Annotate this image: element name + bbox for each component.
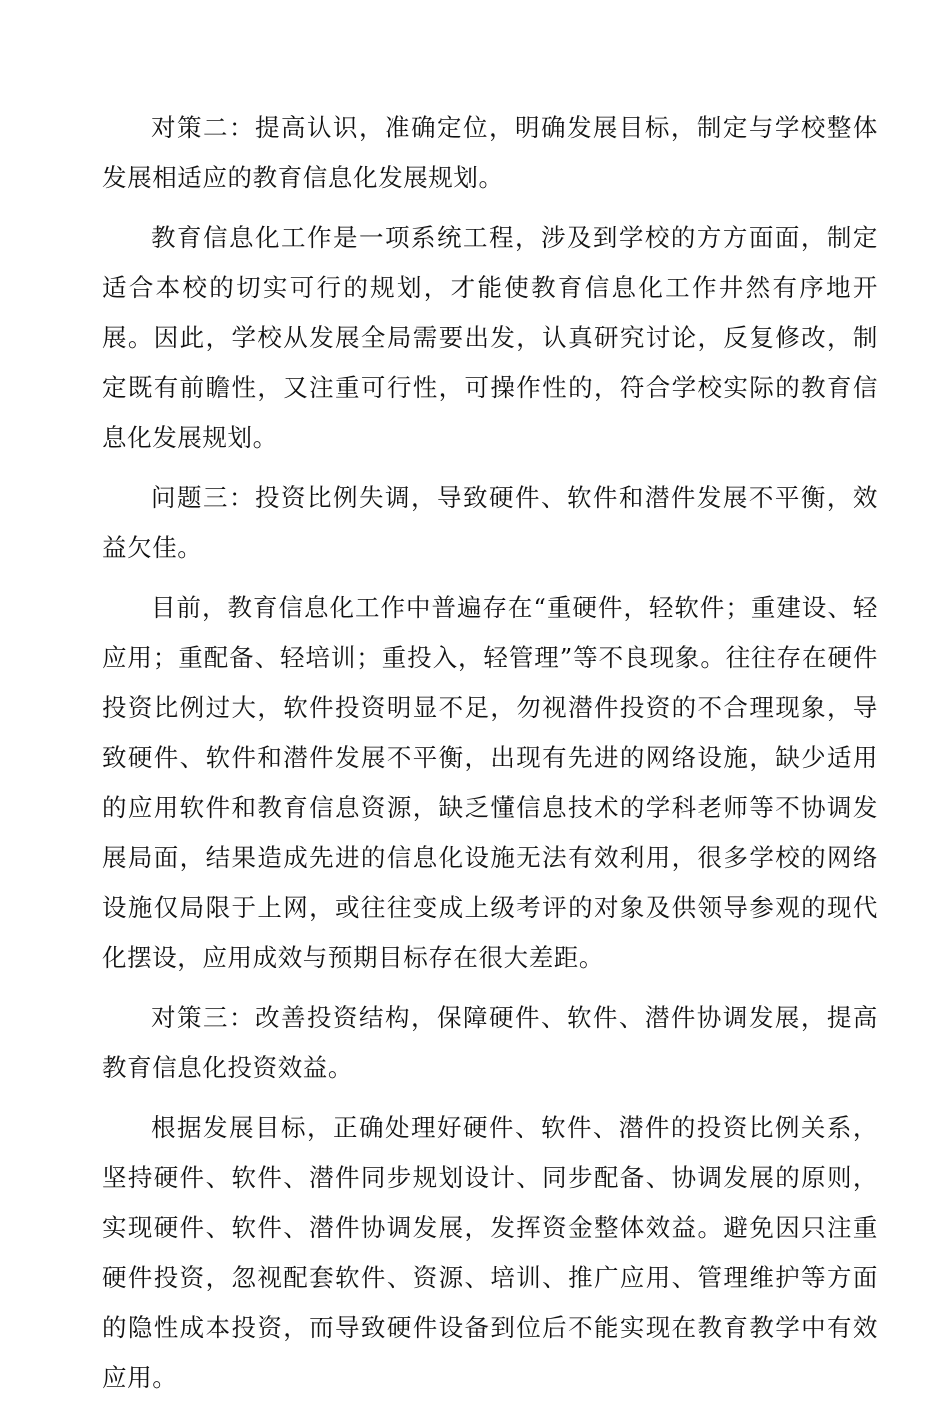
paragraph-problem-3-body: 目前，教育信息化工作中普遍存在“重硬件，轻软件；重建设、轻应用；重配备、轻培训；重投入，轻管理”等不良现象。往往存在硬件投资比例过大，软件投资明显不足，勿视潜件投资的不合理现象，导致硬件、软件和潜件发展不平衡，出现有先进的网络设施，缺少适用的应用软件和教育信息资源，缺乏懂信息技术的学科老师等不协调发展局面，结果造成先进的信息化设施无法有效利用，很多学校的网络设施仅局限于上网，或往往变成上级考评的对象及供领导参观的现代化摆设，应用成效与预期目标存在很大差距。 (102, 593, 878, 972)
paragraph-problem-3-heading: 问题三：投资比例失调，导致硬件、软件和潜件发展不平衡，效益欠佳。 (102, 483, 878, 562)
document-body (102, 103, 878, 1413)
paragraph-countermeasure-3-body: 根据发展目标，正确处理好硬件、软件、潜件的投资比例关系，坚持硬件、软件、潜件同步规划设计、同步配备、协调发展的原则，实现硬件、软件、潜件协调发展，发挥资金整体效益。避免因只注重硬件投资，忽视配套软件、资源、培训、推广应用、管理维护等方面的隐性成本投资，而导致硬件设备到位后不能实现在教育教学中有效应用。 (102, 1113, 878, 1392)
paragraph-countermeasure-2-body: 教育信息化工作是一项系统工程，涉及到学校的方方面面，制定适合本校的切实可行的规划，才能使教育信息化工作井然有序地开展。因此，学校从发展全局需要出发，认真研究讨论，反复修改，制定既有前瞻性，又注重可行性，可操作性的，符合学校实际的教育信息化发展规划。 (102, 223, 878, 452)
paragraph-countermeasure-2-heading: 对策二：提高认识，准确定位，明确发展目标，制定与学校整体发展相适应的教育信息化发展规划。 (102, 113, 878, 192)
paragraph-countermeasure-3-heading: 对策三：改善投资结构，保障硬件、软件、潜件协调发展，提高教育信息化投资效益。 (102, 1003, 878, 1082)
